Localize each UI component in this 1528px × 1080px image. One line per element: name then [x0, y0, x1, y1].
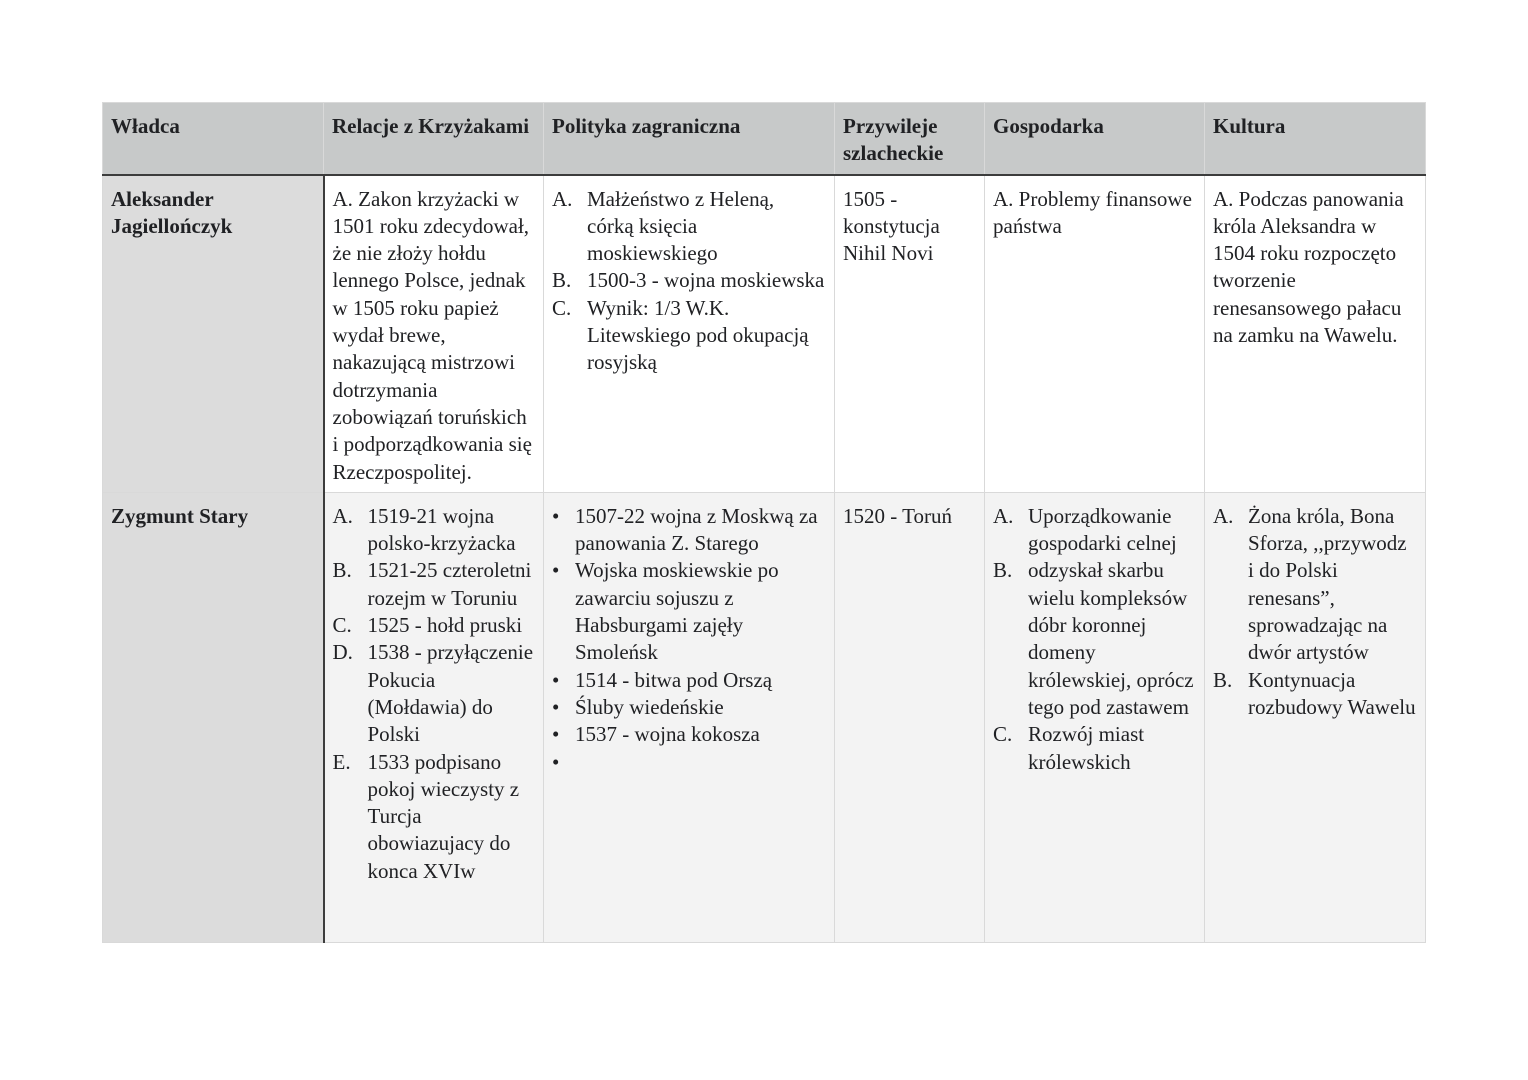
- list-item: [552, 749, 826, 776]
- bullet-marker: •: [552, 503, 560, 528]
- list-item: [552, 295, 826, 377]
- list-marker: A.: [993, 503, 1014, 528]
- list-item: [333, 749, 536, 885]
- list-item-text: 1537 - wojna kokosza: [575, 722, 760, 747]
- list-item: [333, 612, 536, 639]
- list-marker: B.: [552, 268, 572, 293]
- list-item-text: Wojska moskiewskie po zawarciu sojuszu z Habsburgami zajęły Smoleńsk: [575, 558, 779, 665]
- list-item: [993, 557, 1196, 721]
- list-marker: C.: [552, 295, 572, 320]
- list-item: [552, 721, 826, 748]
- list-marker: C.: [332, 613, 352, 638]
- header-relacje-krzyzacy: Relacje z Krzyżakami: [324, 103, 544, 175]
- polityka-list: [552, 503, 826, 776]
- polityka-cell: [544, 175, 835, 493]
- list-item-text: 1500-3 - wojna moskiewska: [587, 268, 825, 293]
- bullet-marker: •: [552, 667, 560, 692]
- list-item-text: Wynik: 1/3 W.K. Litewskiego pod okupacją rosyjską: [587, 295, 809, 375]
- ruler-name-cell: Zygmunt Stary: [103, 492, 324, 942]
- list-item: [552, 694, 826, 721]
- polityka-cell: [544, 492, 835, 942]
- list-marker: B.: [993, 558, 1013, 583]
- list-marker: C.: [993, 722, 1013, 747]
- gospodarka-cell: A. Problemy finansowe państwa: [985, 175, 1205, 493]
- list-item-text: Żona króla, Bona Sforza, ,,przywodz i do Polski renesans”, sprowadzając na dwór artystów: [1248, 503, 1407, 665]
- list-item: [993, 721, 1196, 776]
- krzyzacy-cell: [324, 492, 544, 942]
- header-row: [103, 103, 1426, 175]
- kultura-list: [1213, 503, 1417, 721]
- list-marker: B.: [1213, 667, 1233, 692]
- kultura-cell: A. Podczas panowania króla Aleksandra w 1504 roku rozpoczęto tworzenie renesansowego pałacu na zamku na Wawelu.: [1205, 175, 1426, 493]
- list-item-text: Rozwój miast królewskich: [1028, 722, 1145, 774]
- list-marker: D.: [332, 640, 353, 665]
- gospodarka-cell: [985, 492, 1205, 942]
- list-item-text: 1533 podpisano pokoj wieczysty z Turcja obowiazujacy do konca XVIw: [367, 749, 520, 883]
- list-item: [333, 639, 536, 748]
- list-marker: A.: [552, 186, 573, 211]
- header-polityka-zagraniczna: Polityka zagraniczna: [544, 103, 835, 175]
- list-marker: B.: [332, 558, 352, 583]
- header-przywileje: Przywileje szlacheckie: [835, 103, 985, 175]
- list-item: [1213, 667, 1417, 722]
- list-item-text: Śluby wiedeńskie: [575, 694, 724, 719]
- rulers-table-wrapper: [102, 102, 1425, 943]
- header-kultura: Kultura: [1205, 103, 1426, 175]
- list-item-text: 1525 - hołd pruski: [367, 613, 523, 638]
- list-item-text: Uporządkowanie gospodarki celnej: [1028, 503, 1177, 556]
- przywileje-cell: 1505 - konstytucja Nihil Novi: [835, 175, 985, 493]
- rulers-table: [102, 102, 1426, 943]
- przywileje-cell: 1520 - Toruń: [835, 492, 985, 942]
- list-marker: A.: [332, 503, 353, 528]
- list-item-text: 1507-22 wojna z Moskwą za panowania Z. Starego: [575, 503, 818, 556]
- list-item: [552, 557, 826, 666]
- list-item: [333, 557, 536, 612]
- table-row: [103, 492, 1426, 942]
- list-item: [333, 503, 536, 558]
- list-item: [552, 267, 826, 294]
- gospodarka-list: [993, 503, 1196, 776]
- list-item-text: 1514 - bitwa pod Orszą: [575, 667, 773, 692]
- ruler-name-cell: Aleksander Jagiellończyk: [103, 175, 324, 493]
- header-wladca: Władca: [103, 103, 324, 175]
- bullet-marker: •: [552, 722, 560, 747]
- list-item: [552, 186, 826, 268]
- list-item-text: 1521-25 czteroletni rozejm w Toruniu: [367, 558, 532, 610]
- list-item: [1213, 503, 1417, 667]
- list-item-text: Małżeństwo z Heleną, córką księcia moskiewskiego: [587, 186, 775, 266]
- list-item-text: 1519-21 wojna polsko-krzyżacka: [367, 503, 516, 556]
- list-item: [552, 667, 826, 694]
- krzyzacy-cell: A. Zakon krzyżacki w 1501 roku zdecydował, że nie złoży hołdu lennego Polsce, jednak w 1505 roku papież wydał brewe, nakazującą mistrzowi dotrzymania zobowiązań toruńskich i podporządkowania się Rzeczpospolitej.: [324, 175, 544, 493]
- table-row: [103, 175, 1426, 493]
- header-gospodarka: Gospodarka: [985, 103, 1205, 175]
- bullet-marker: •: [552, 558, 560, 583]
- polityka-list: [552, 186, 826, 377]
- list-item-text: 1538 - przyłączenie Pokucia (Mołdawia) do Polski: [367, 640, 534, 747]
- list-marker: A.: [1213, 503, 1234, 528]
- list-item: [993, 503, 1196, 558]
- bullet-marker: •: [552, 749, 560, 774]
- kultura-cell: [1205, 492, 1426, 942]
- list-item-text: Kontynuacja rozbudowy Wawelu: [1248, 667, 1416, 719]
- list-item-text: odzyskał skarbu wielu kompleksów dóbr koronnej domeny królewskiej, oprócz tego pod zastawem: [1028, 558, 1194, 719]
- krzyzacy-list: [333, 503, 536, 885]
- bullet-marker: •: [552, 694, 560, 719]
- list-marker: E.: [332, 749, 351, 774]
- list-item: [552, 503, 826, 558]
